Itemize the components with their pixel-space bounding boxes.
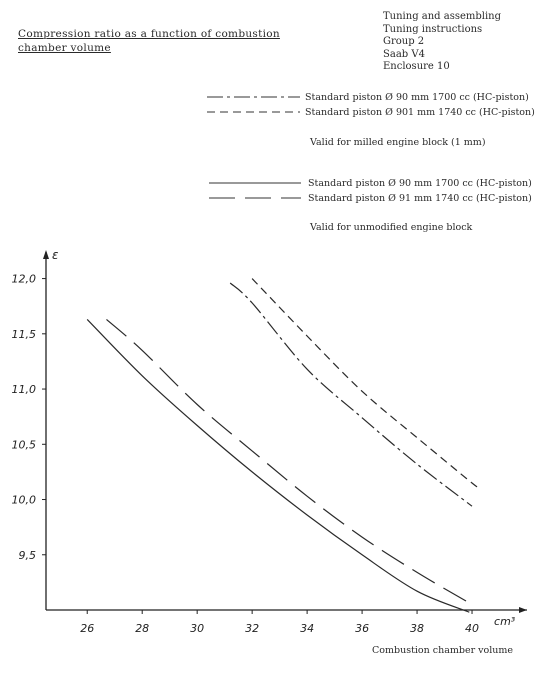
- x-tick-label: 28: [135, 622, 150, 635]
- x-tick-label: 26: [80, 622, 95, 635]
- chart-title-line1: Compression ratio as a function of combustion: [18, 28, 280, 40]
- y-tick-label: 11,0: [11, 383, 36, 397]
- y-tick-label: 10,5: [11, 438, 36, 452]
- chart-title-line2: chamber volume: [18, 42, 111, 54]
- doc-line: Enclosure 10: [383, 61, 450, 72]
- doc-line: Tuning instructions: [383, 23, 483, 35]
- y-axis-label: ε: [52, 248, 59, 262]
- doc-line: Group 2: [383, 36, 425, 47]
- series-line-solid: [87, 319, 469, 612]
- doc-line: Tuning and assembling: [383, 11, 502, 22]
- x-tick-label: 40: [465, 622, 480, 635]
- legend-note: Valid for unmodified engine block: [310, 222, 473, 233]
- chart-axes: [43, 248, 527, 628]
- y-tick-label: 10,0: [11, 493, 36, 507]
- x-tick-label: 34: [300, 622, 315, 635]
- series-line-short-dash: [252, 279, 478, 488]
- chart-series: [87, 279, 478, 613]
- doc-line: Saab V4: [383, 48, 425, 60]
- x-axis-unit: cm³: [494, 615, 516, 628]
- y-tick-label: 11,5: [11, 327, 36, 341]
- legend-note: Valid for milled engine block (1 mm): [310, 137, 486, 148]
- series-line-dash-dot: [230, 283, 472, 506]
- x-tick-label: 38: [410, 622, 425, 635]
- x-axis-arrow: [519, 607, 527, 613]
- x-tick-label: 36: [355, 622, 370, 635]
- x-tick-label: 32: [245, 622, 260, 635]
- legend-label: Standard piston Ø 90 mm 1700 cc (HC-piston): [308, 178, 532, 189]
- y-tick-label: 9,5: [18, 548, 36, 562]
- chart-ticks: [12, 273, 480, 635]
- legend-label: Standard piston Ø 90 mm 1700 cc (HC-piston): [305, 92, 529, 103]
- x-axis-label: Combustion chamber volume: [372, 645, 514, 656]
- x-tick-label: 30: [190, 622, 205, 635]
- legend-label: Standard piston Ø 901 mm 1740 cc (HC-piston): [305, 107, 535, 118]
- series-line-long-dash: [107, 319, 473, 604]
- y-axis-arrow: [43, 250, 49, 259]
- legend-label: Standard piston Ø 91 mm 1740 cc (HC-piston): [308, 193, 532, 204]
- y-tick-label: 12,0: [11, 272, 36, 286]
